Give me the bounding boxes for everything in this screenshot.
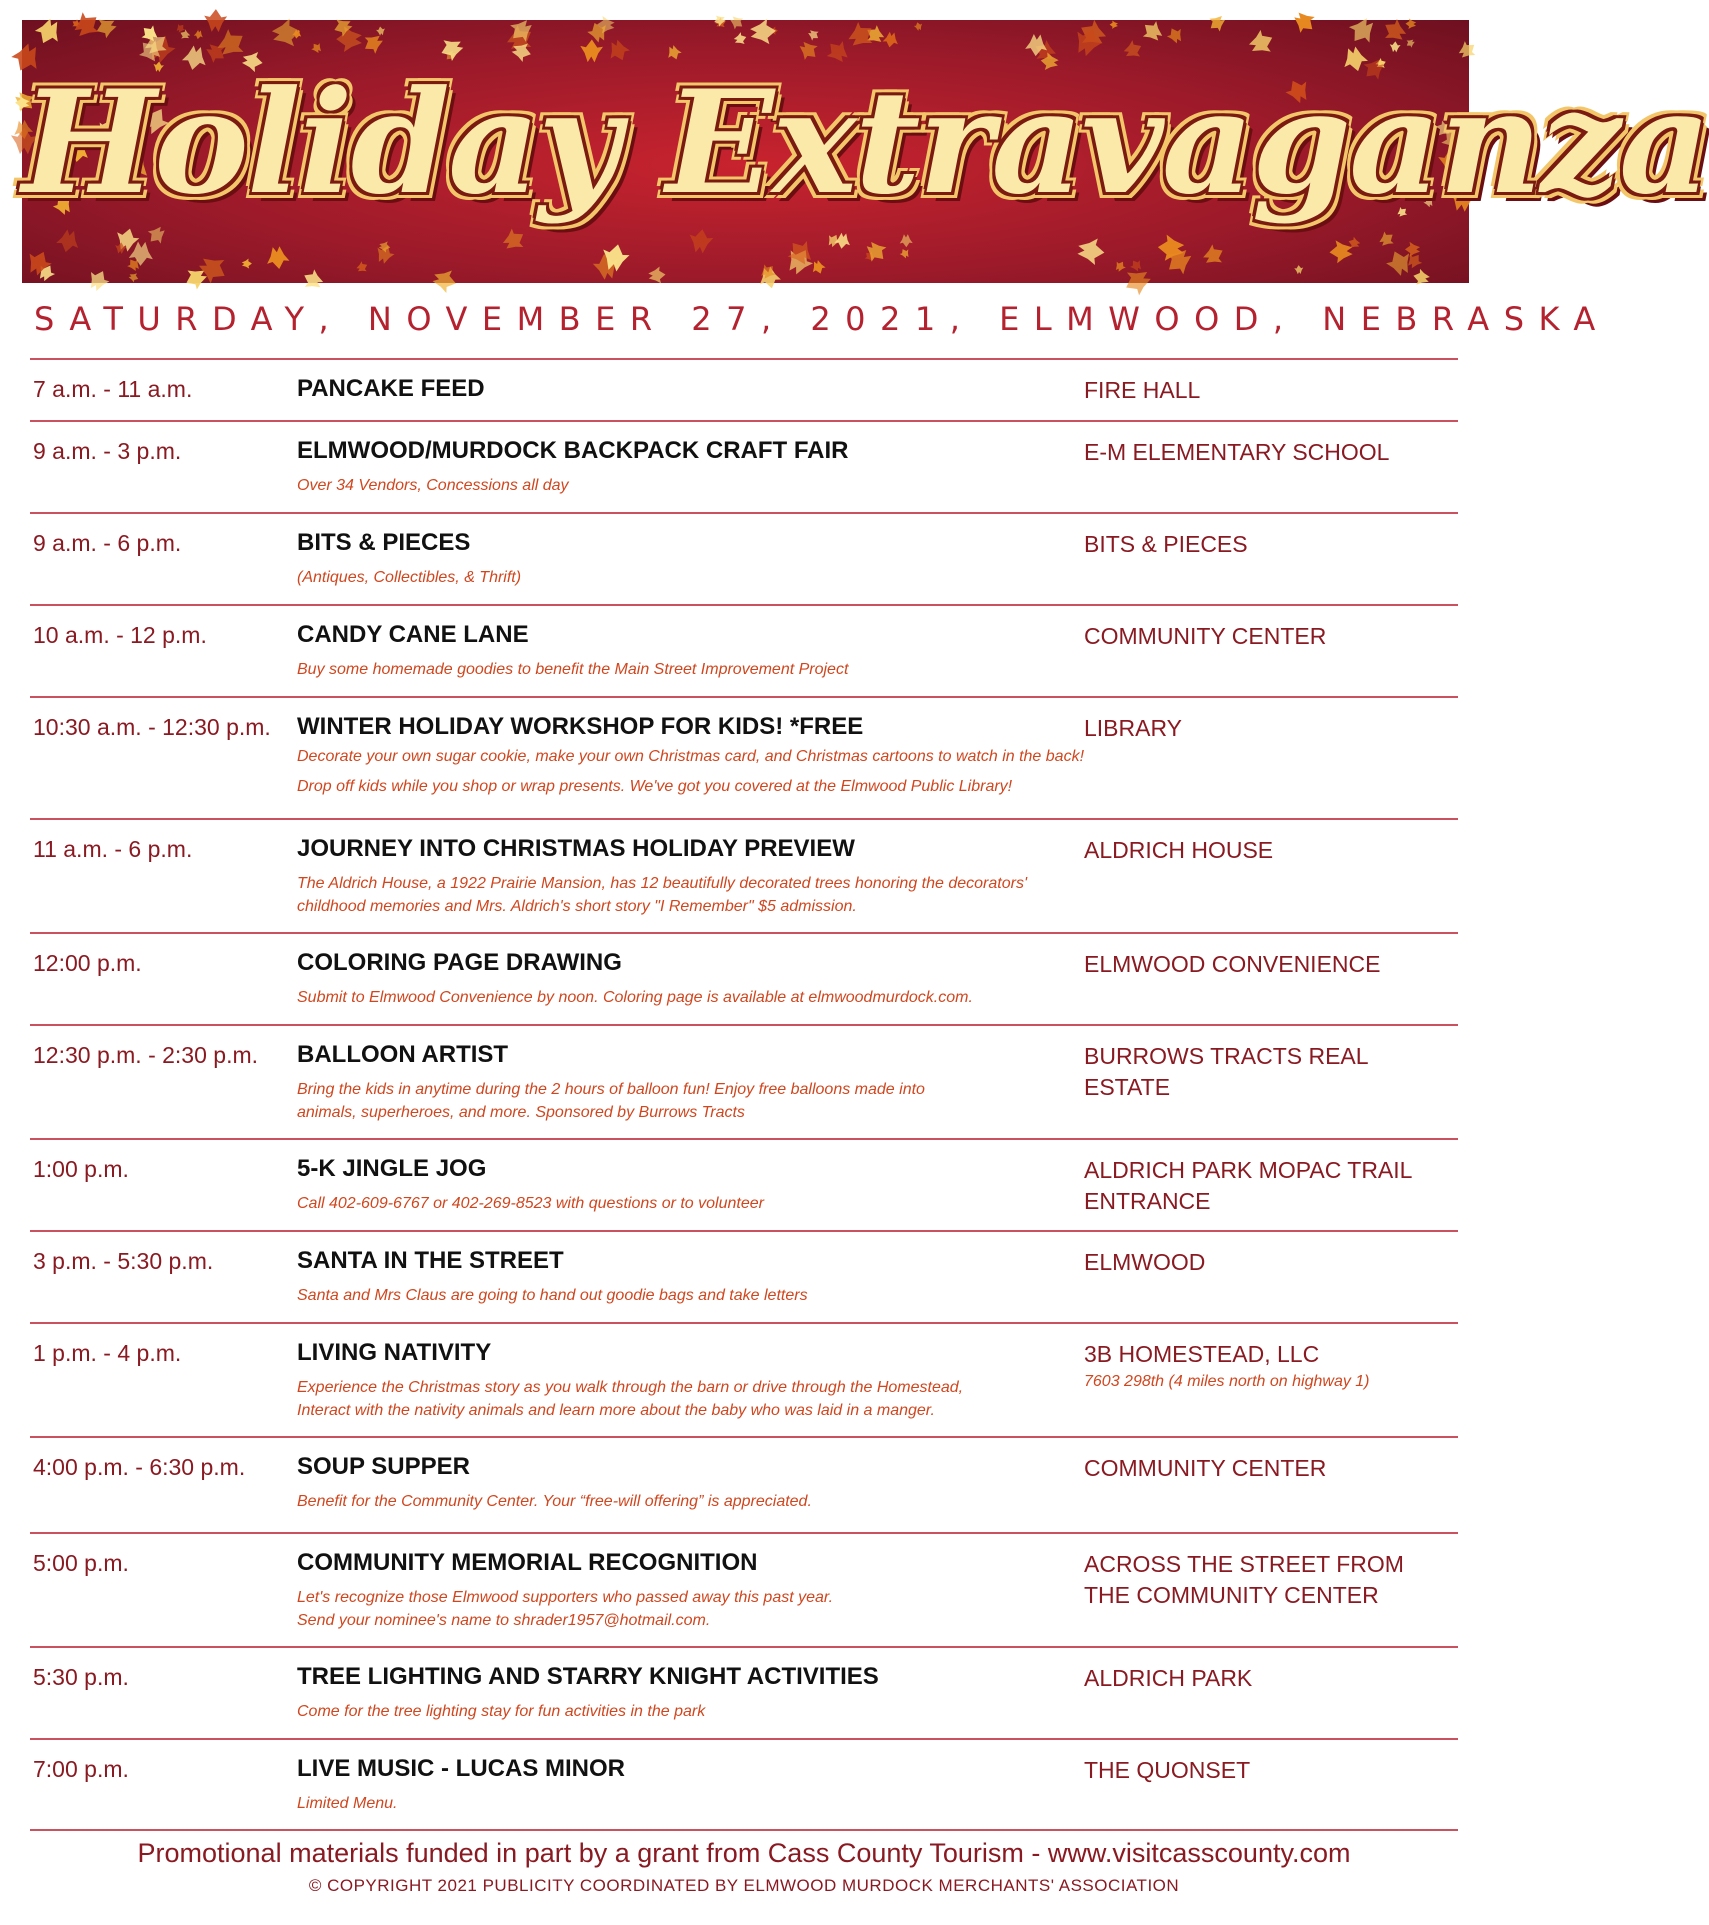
- event-time: 5:00 p.m.: [33, 1550, 129, 1576]
- event-description: [297, 986, 1137, 1009]
- schedule-row: [30, 1140, 1458, 1232]
- leaf-icon: [1128, 257, 1144, 273]
- event-location-name: ELMWOOD: [1084, 1249, 1206, 1275]
- event-location: [1084, 621, 1326, 652]
- leaf-icon: [648, 266, 666, 284]
- leaf-icon: [93, 14, 119, 40]
- event-title: BALLOON ARTIST: [297, 1041, 509, 1068]
- event-title: JOURNEY INTO CHRISTMAS HOLIDAY PREVIEW: [297, 835, 855, 862]
- header-banner: [22, 20, 1709, 283]
- leaf-icon: [1165, 25, 1186, 46]
- event-time: 10:30 a.m. - 12:30 p.m.: [33, 714, 271, 740]
- event-location-name: BURROWS TRACTS REAL ESTATE: [1084, 1043, 1368, 1100]
- event-description-line: (Antiques, Collectibles, & Thrift): [297, 569, 522, 586]
- schedule-row: [30, 820, 1458, 934]
- event-title: COLORING PAGE DRAWING: [297, 949, 622, 976]
- leaf-icon: [727, 13, 746, 32]
- event-time: 12:00 p.m.: [33, 950, 142, 976]
- event-title: CANDY CANE LANE: [297, 621, 529, 648]
- leaf-icon: [810, 259, 827, 276]
- event-location-name: ALDRICH HOUSE: [1084, 837, 1274, 863]
- leaf-icon: [265, 245, 290, 270]
- event-time: 7:00 p.m.: [33, 1756, 129, 1782]
- event-description: [297, 1078, 1137, 1124]
- event-description-line: animals, superheroes, and more. Sponsored by Burrows Tracts: [297, 1104, 745, 1121]
- event-time: 4:00 p.m. - 6:30 p.m.: [33, 1454, 246, 1480]
- event-description-line: Send your nominee's name to shrader1957@hotmail.com.: [297, 1612, 711, 1629]
- leaf-icon: [431, 267, 459, 295]
- event-description-line: Over 34 Vendors, Concessions all day: [297, 477, 569, 494]
- event-description: [297, 742, 1137, 802]
- schedule-row: [30, 1026, 1458, 1140]
- event-title: BITS & PIECES: [297, 529, 471, 556]
- schedule-row: [30, 934, 1458, 1026]
- event-title: SOUP SUPPER: [297, 1453, 470, 1480]
- event-description: [297, 566, 1137, 589]
- event-description-line: Benefit for the Community Center. Your “free-will offering” is appreciated.: [297, 1493, 812, 1510]
- event-location: [1084, 835, 1273, 866]
- event-location-name: COMMUNITY CENTER: [1084, 1455, 1327, 1481]
- leaf-icon: [1289, 7, 1319, 37]
- leaf-icon: [1113, 259, 1128, 274]
- schedule-row: [30, 1232, 1458, 1324]
- event-time: 3 p.m. - 5:30 p.m.: [33, 1248, 214, 1274]
- event-description-line: Limited Menu.: [297, 1795, 398, 1812]
- event-description-line: Experience the Christmas story as you walk through the barn or drive through the Homestead,: [297, 1379, 964, 1396]
- event-description-line: Bring the kids in anytime during the 2 hours of balloon fun! Enjoy free balloons made into: [297, 1081, 925, 1098]
- leaf-icon: [1405, 242, 1420, 257]
- event-time: 10 a.m. - 12 p.m.: [33, 622, 207, 648]
- leaf-icon: [862, 237, 891, 266]
- event-description-line: Interact with the nativity animals and learn more about the baby who was laid in a manger.: [297, 1402, 935, 1419]
- leaf-icon: [355, 260, 370, 275]
- event-description-line: Come for the tree lighting stay for fun activities in the park: [297, 1703, 706, 1720]
- event-time: 1 p.m. - 4 p.m.: [33, 1340, 182, 1366]
- event-location-name: THE QUONSET: [1084, 1757, 1251, 1783]
- event-description: [297, 1490, 1137, 1513]
- event-description-line: childhood memories and Mrs. Aldrich's short story "I Remember" $5 admission.: [297, 898, 857, 915]
- event-location: [1084, 437, 1389, 468]
- event-time: 9 a.m. - 6 p.m.: [33, 530, 182, 556]
- event-time: 11 a.m. - 6 p.m.: [33, 836, 193, 862]
- event-description-line: Call 402-609-6767 or 402-269-8523 with questions or to volunteer: [297, 1195, 764, 1212]
- event-time: 9 a.m. - 3 p.m.: [33, 438, 182, 464]
- event-location: [1084, 529, 1248, 560]
- event-location: [1084, 1247, 1205, 1278]
- schedule-row: [30, 1740, 1458, 1831]
- event-location-name: ELMWOOD CONVENIENCE: [1084, 951, 1381, 977]
- leaf-icon: [1077, 237, 1106, 266]
- event-description-line: Buy some homemade goodies to benefit the Main Street Improvement Project: [297, 661, 849, 678]
- event-location-address: 7603 298th (4 miles north on highway 1): [1084, 1373, 1370, 1390]
- leaf-icon: [1405, 18, 1416, 29]
- schedule-row: [30, 360, 1458, 422]
- leaf-icon: [1110, 20, 1118, 28]
- leaf-icon: [898, 247, 911, 260]
- schedule-row: [30, 514, 1458, 606]
- event-description-line: Submit to Elmwood Convenience by noon. Coloring page is available at elmwoodmurdock.com.: [297, 989, 973, 1006]
- event-title: 5-K JINGLE JOG: [297, 1155, 487, 1182]
- leaf-icon: [1138, 17, 1167, 46]
- banner-title: Holiday Extravaganza: [22, 60, 1709, 226]
- schedule-row: [30, 1534, 1458, 1648]
- event-location-name: LIBRARY: [1084, 715, 1183, 741]
- leaf-icon: [806, 27, 821, 42]
- event-location-name: 3B HOMESTEAD, LLC: [1084, 1341, 1320, 1367]
- copyright-note: © COPYRIGHT 2021 PUBLICITY COORDINATED BY ELMWOOD MURDOCK MERCHANTS' ASSOCIATION: [308, 1876, 1180, 1895]
- event-description-line: Santa and Mrs Claus are going to hand out goodie bags and take letters: [297, 1287, 808, 1304]
- event-location: [1084, 375, 1200, 406]
- event-time: 1:00 p.m.: [33, 1156, 129, 1182]
- leaf-icon: [84, 266, 112, 294]
- event-description: [297, 1376, 1137, 1422]
- event-title: ELMWOOD/MURDOCK BACKPACK CRAFT FAIR: [297, 437, 849, 464]
- leaf-icon: [32, 15, 66, 49]
- event-title: COMMUNITY MEMORIAL RECOGNITION: [297, 1549, 758, 1576]
- leaf-icon: [300, 267, 327, 294]
- event-location-name: E-M ELEMENTARY SCHOOL: [1084, 439, 1390, 465]
- event-location-name: ALDRICH PARK MOPAC TRAIL ENTRANCE: [1084, 1157, 1412, 1214]
- event-title: LIVING NATIVITY: [297, 1339, 492, 1366]
- event-location-name: BITS & PIECES: [1084, 531, 1248, 557]
- event-description: [297, 1700, 1137, 1723]
- leaf-icon: [1200, 241, 1228, 269]
- event-location: [1084, 1663, 1252, 1694]
- event-time: 12:30 p.m. - 2:30 p.m.: [33, 1042, 259, 1068]
- event-location-name: ALDRICH PARK: [1084, 1665, 1253, 1691]
- event-description-line: Let's recognize those Elmwood supporters who passed away this past year.: [297, 1589, 834, 1606]
- leaf-icon: [204, 9, 228, 33]
- event-location: [1084, 1041, 1458, 1103]
- leaf-icon: [193, 29, 204, 40]
- event-title: PANCAKE FEED: [297, 375, 485, 402]
- funding-note: Promotional materials funded in part by a grant from Cass County Tourism - www.visitcasscounty.com: [137, 1838, 1351, 1868]
- event-location: [1084, 1155, 1414, 1217]
- event-description-line: Drop off kids while you shop or wrap presents. We've got you covered at the Elmwood Public Library!: [297, 778, 1013, 795]
- event-description: [297, 872, 1137, 918]
- leaf-icon: [376, 26, 386, 36]
- event-location: [1084, 713, 1182, 744]
- event-title: LIVE MUSIC - LUCAS MINOR: [297, 1755, 625, 1782]
- event-location-name: ACROSS THE STREET FROM THE COMMUNITY CENTER: [1084, 1551, 1404, 1608]
- event-description: [297, 1192, 1137, 1215]
- leaf-icon: [128, 271, 140, 283]
- leaf-icon: [1344, 13, 1380, 49]
- event-description: [297, 1284, 1137, 1307]
- event-description: [297, 1792, 1137, 1815]
- schedule-row: [30, 1648, 1458, 1740]
- event-description: [297, 1586, 1137, 1632]
- event-date-line: SATURDAY, NOVEMBER 27, 2021, ELMWOOD, NEBRASKA: [34, 300, 1610, 338]
- event-time: 7 a.m. - 11 a.m.: [33, 376, 193, 402]
- leaf-icon: [913, 21, 923, 31]
- leaf-icon: [242, 258, 253, 269]
- event-location: [1084, 1549, 1414, 1611]
- schedule-row: [30, 1438, 1458, 1534]
- event-location-name: FIRE HALL: [1084, 377, 1201, 403]
- leaf-icon: [1379, 15, 1410, 46]
- leaf-icon: [882, 31, 900, 49]
- event-location: [1084, 1339, 1370, 1392]
- leaf-icon: [749, 18, 777, 46]
- schedule-row: [30, 422, 1458, 514]
- event-description-line: The Aldrich House, a 1922 Prairie Mansion, has 12 beautifully decorated trees honoring the decorators': [297, 875, 1027, 892]
- event-location: [1084, 1755, 1250, 1786]
- event-title: WINTER HOLIDAY WORKSHOP FOR KIDS! *FREE: [297, 713, 864, 740]
- event-location: [1084, 1453, 1326, 1484]
- leaf-icon: [1294, 265, 1304, 275]
- event-location: [1084, 949, 1380, 980]
- schedule-row: [30, 1324, 1458, 1438]
- event-time: 5:30 p.m.: [33, 1664, 129, 1690]
- leaf-icon: [1206, 12, 1229, 35]
- event-description: [297, 474, 1137, 497]
- leaf-icon: [732, 31, 748, 47]
- event-location-name: COMMUNITY CENTER: [1084, 623, 1327, 649]
- event-title: SANTA IN THE STREET: [297, 1247, 564, 1274]
- schedule-row: [30, 698, 1458, 820]
- schedule-table: [30, 358, 1458, 1831]
- schedule-row: [30, 606, 1458, 698]
- event-description-line: Decorate your own sugar cookie, make your own Christmas card, and Christmas cartoons to watch in the back!: [297, 748, 1085, 765]
- event-title: TREE LIGHTING AND STARRY KNIGHT ACTIVITIES: [297, 1663, 879, 1690]
- event-description: [297, 658, 1137, 681]
- leaf-icon: [1412, 268, 1432, 288]
- leaf-icon: [1329, 239, 1353, 263]
- leaf-icon: [713, 13, 727, 27]
